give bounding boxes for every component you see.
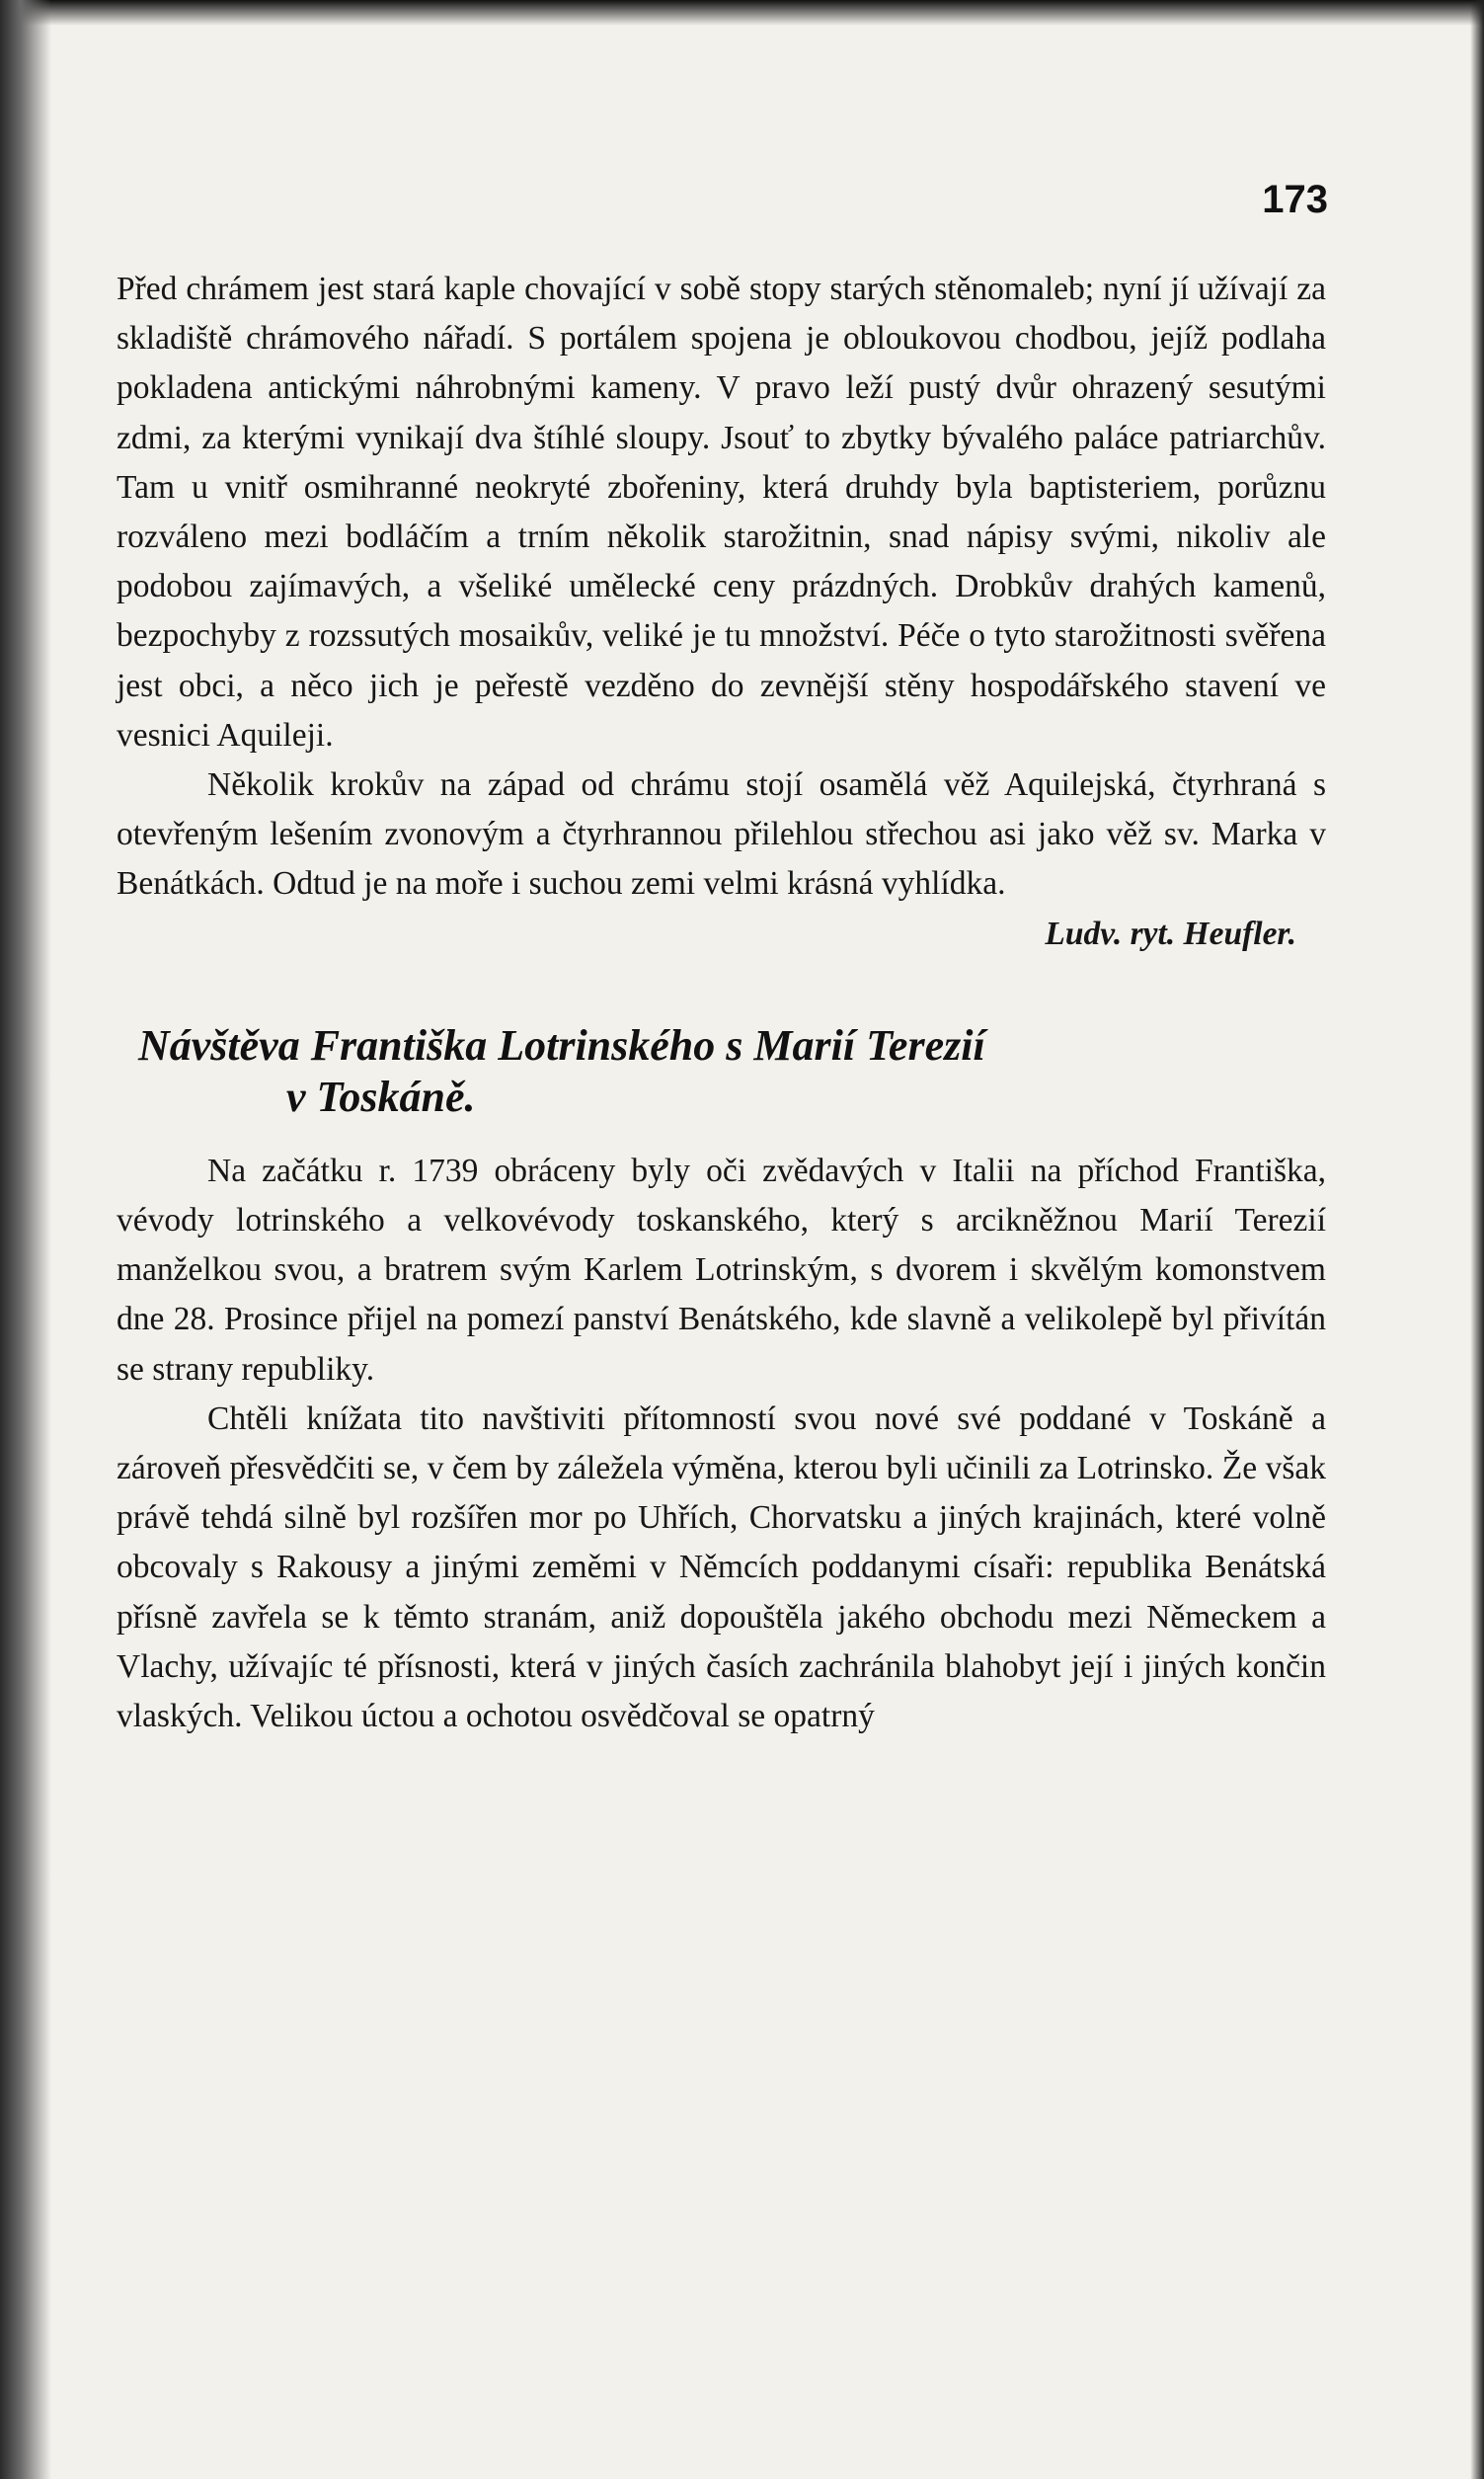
page-number: 173 <box>1262 178 1328 221</box>
article-signature: Ludv. ryt. Heufler. <box>1045 915 1296 952</box>
article-heading-line: Návštěva Františka Lotrinského s Marií Terezií <box>138 1020 985 1070</box>
paragraph: Několik krokův na západ od chrámu stojí osamělá věž Aquilejská, čtyrhraná s otevřeným lešením zvonovým a čtyrhrannou přilehlou střechou asi jako věž sv. Marka v Benátkách. Odtud je na moře i suchou zemi velmi krásná vyhlídka. <box>117 766 1326 903</box>
article-heading <box>138 1020 1326 1123</box>
scan-binding-shadow <box>0 0 51 2479</box>
paragraph: Chtěli knížata tito navštiviti přítomností svou nové své poddané v Toskáně a zároveň přesvědčiti se, v čem by záležela výměna, kterou byli učinili za Lotrinsko. Že však právě tehdá silně byl rozšířen mor po Uhřích, Chorvatsku a jiných krajinách, které volně obcovaly s Rakousy a jinými zeměmi v Němcích poddanymi císaři: republika Benátská přísně zavřela se k těmto stranám, aniž dopouštěla jakého obchodu mezi Německem a Vlachy, užívajíc té přísnosti, která v jiných časích zachránila blahobyt její i jiných končin vlaských. Velikou úctou a ochotou osvědčoval se opatrný <box>117 1399 1326 1735</box>
paragraph: Na začátku r. 1739 obráceny byly oči zvědavých v Italii na příchod Františka, vévody lotrinského a velkovévody toskanského, který s arcikněžnou Marií Terezií manželkou svou, a bratrem svým Karlem Lotrinským, s dvorem i skvělým komonstvem dne 28. Prosince přijel na pomezí panství Benátského, kde slavně a velikolepě byl přivítán se strany republiky. <box>117 1152 1326 1388</box>
body-text <box>117 265 1326 1741</box>
article-heading-line: v Toskáně. <box>286 1072 476 1121</box>
scan-right-edge <box>1470 0 1484 2479</box>
paragraph: Před chrámem jest stará kaple chovající v sobě stopy starých stěnomaleb; nyní jí užívají za skladiště chrámového nářadí. S portálem spojena je obloukovou chodbou, jejíž podlaha pokladena antickými náhrobnými kameny. V pravo leží pustý dvůr ohrazený sesutými zdmi, za kterými vynikají dva štíhlé sloupy. Jsouť to zbytky bývalého paláce patriarchův. Tam u vnitř osmihranné neokryté zbořeniny, která druhdy byla baptisteriem, porůznu rozváleno mezi bodláčím a trním několik starožitnin, snad nápisy svými, nikoliv ale podobou zajímavých, a všeliké umělecké ceny prázdných. Drobkův drahých kamenů, bezpochyby z rozssutých mosaikův, veliké je tu množství. Péče o tyto starožitnosti svěřena jest obci, a něco jich je peřestě vezděno do zevnější stěny hospodářského stavení ve vesnici Aquileji. <box>117 271 1326 754</box>
scan-top-shadow <box>0 0 1484 26</box>
